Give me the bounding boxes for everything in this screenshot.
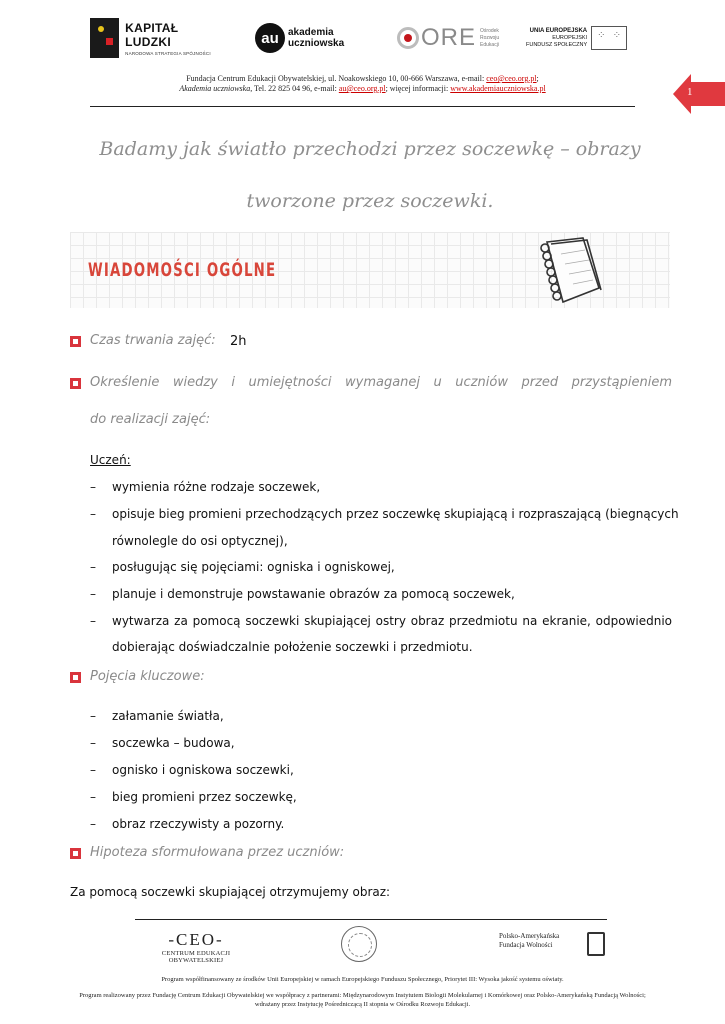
banner-label: WIADOMOŚCI OGÓLNE (88, 259, 277, 281)
kapital-ludzki-logo (90, 14, 225, 62)
student-label: Uczeń: (90, 453, 131, 467)
page-number-arrow-icon (673, 74, 725, 114)
kapital-ludzki-mark-icon (90, 18, 119, 58)
ore-mark-icon (397, 27, 419, 49)
pafw-logo (499, 932, 609, 962)
key-concept-item: obraz rzeczywisty a pozorny. (112, 817, 285, 831)
dash-icon: – (90, 560, 96, 574)
dash-icon: – (90, 507, 96, 521)
pafw-line1: Polsko-Amerykańska (499, 932, 560, 940)
page-number: 1 (687, 86, 693, 98)
skill-item: opisuje bieg promieni przechodzących przez soczewkę skupiającą i rozpraszającą (biegnących (112, 507, 679, 521)
hypothesis-text: Za pomocą soczewki skupiającej otrzymujemy obraz: (70, 885, 391, 899)
key-concept-item: bieg promieni przez soczewkę, (112, 790, 297, 804)
section-banner (70, 232, 670, 308)
ore-word: ORE (421, 24, 477, 51)
footer-note-1: Program współfinansowany ze środków Unii Europejskiej w ramach Europejskiego Funduszu Społecznego, Priorytet III: Wysoka jakość systemu oświaty. (161, 976, 564, 983)
phone-text: , Tel. 22 825 04 96, e-mail: (250, 84, 339, 93)
notebook-icon (525, 234, 605, 308)
key-concept-item: soczewka – budowa, (112, 736, 235, 750)
skill-item-continuation: dobierając doświadczalnie położenie soczewki i przedmiotu. (112, 640, 473, 654)
institute-seal-icon (341, 926, 377, 962)
square-bullet-icon (70, 336, 81, 347)
dash-icon: – (90, 480, 96, 494)
key-concept-item: ognisko i ogniskowa soczewki, (112, 763, 294, 777)
skill-item: wytwarza za pomocą soczewki skupiającej ostry obraz przedmiotu na ekranie, odpowiednio (112, 614, 672, 628)
dash-icon: – (90, 614, 96, 628)
akademia-line2: uczniowska (288, 38, 345, 49)
duration-value: 2h (230, 334, 247, 349)
ceo-logo (136, 930, 256, 964)
header-divider (90, 106, 635, 107)
key-concept-item: załamanie światła, (112, 709, 224, 723)
square-bullet-icon (70, 672, 81, 683)
dash-icon: – (90, 736, 96, 750)
duration-label: Czas trwania zajęć: (90, 333, 216, 348)
page-title-line-2: tworzone przez soczewki. (246, 190, 494, 212)
key-concepts-label: Pojęcia kluczowe: (90, 669, 205, 684)
page-number-marker (673, 74, 725, 114)
address-block (90, 74, 635, 94)
eu-logo (526, 14, 646, 62)
dash-icon: – (90, 817, 96, 831)
skill-item: planuje i demonstruje powstawanie obrazów za pomocą soczewek, (112, 587, 515, 601)
akademia-name: Akademia uczniowska (179, 84, 251, 93)
eu-line1: UNIA EUROPEJSKA (529, 27, 588, 34)
ore-line3: Edukacji (480, 41, 499, 48)
ore-line1: Ośrodek (480, 27, 499, 34)
ceo-logo-mark: -CEO- (168, 930, 224, 949)
kapital-ludzki-title: KAPITAŁ LUDZKI (125, 20, 179, 49)
pafw-line2: Fundacja Wolności (499, 941, 553, 949)
hypothesis-label: Hipoteza sformułowana przez uczniów: (90, 845, 345, 860)
square-bullet-icon (70, 848, 81, 859)
dash-icon: – (90, 709, 96, 723)
ore-logo (397, 14, 507, 62)
eu-flag-icon (591, 26, 627, 50)
au-email-link[interactable]: au@ceo.org.pl (338, 84, 386, 93)
eu-line3: FUNDUSZ SPOŁECZNY (526, 41, 588, 48)
more-info-text: ; więcej informacji: (385, 84, 451, 93)
dash-icon: – (90, 790, 96, 804)
ceo-email-link[interactable]: ceo@ceo.org.pl (486, 74, 537, 83)
skill-item: wymienia różne rodzaje soczewek, (112, 480, 321, 494)
ore-line2: Rozwoju (480, 34, 500, 41)
address-line-2 (90, 84, 635, 94)
address-line-1 (90, 74, 635, 84)
akademia-uczniowska-logo (255, 14, 355, 62)
pafw-mark-icon (587, 932, 605, 956)
prereq-heading-line-1: Określenie wiedzy i umiejętności wymaganej u uczniów przed przystąpieniem (90, 375, 672, 390)
dash-icon: – (90, 587, 96, 601)
footer-note-2: Program realizowany przez Fundację Centrum Edukacji Obywatelskiej we współpracy z partnerami: Międzynarodowym Instytutem Biologii Molekularnej i Komórkowej oraz Polsko-Amerykańską Fundacją Wolności; (79, 992, 646, 999)
dash-icon: – (90, 763, 96, 777)
footer-divider (135, 919, 607, 920)
footer-note-3: wdrażany przez Instytucję Pośredniczącą II stopnia w Ośrodku Rozwoju Edukacji. (254, 1001, 471, 1008)
eu-line2: EUROPEJSKI (552, 34, 588, 41)
address-punct: ; (536, 74, 539, 83)
ceo-logo-text: CENTRUM EDUKACJI OBYWATELSKIEJ (161, 950, 231, 964)
address-text: Fundacja Centrum Edukacji Obywatelskiej, ul. Noakowskiego 10, 00-666 Warszawa, e-mail: (186, 74, 487, 83)
skill-item: posługując się pojęciami: ogniska i ogniskowej, (112, 560, 395, 574)
akademia-line1: akademia (288, 27, 334, 38)
akademia-mark-icon: au (255, 23, 285, 53)
page-title-line-1: Badamy jak światło przechodzi przez soczewkę – obrazy (99, 138, 641, 160)
prereq-heading-line-2: do realizacji zajęć: (90, 412, 211, 427)
skill-item-continuation: równolegle do osi optycznej), (112, 534, 288, 548)
website-link[interactable]: www.akademiauczniowska.pl (450, 84, 546, 93)
header-logos (90, 14, 646, 62)
square-bullet-icon (70, 378, 81, 389)
kapital-ludzki-subtitle: NARODOWA STRATEGIA SPÓJNOŚCI (125, 50, 211, 56)
